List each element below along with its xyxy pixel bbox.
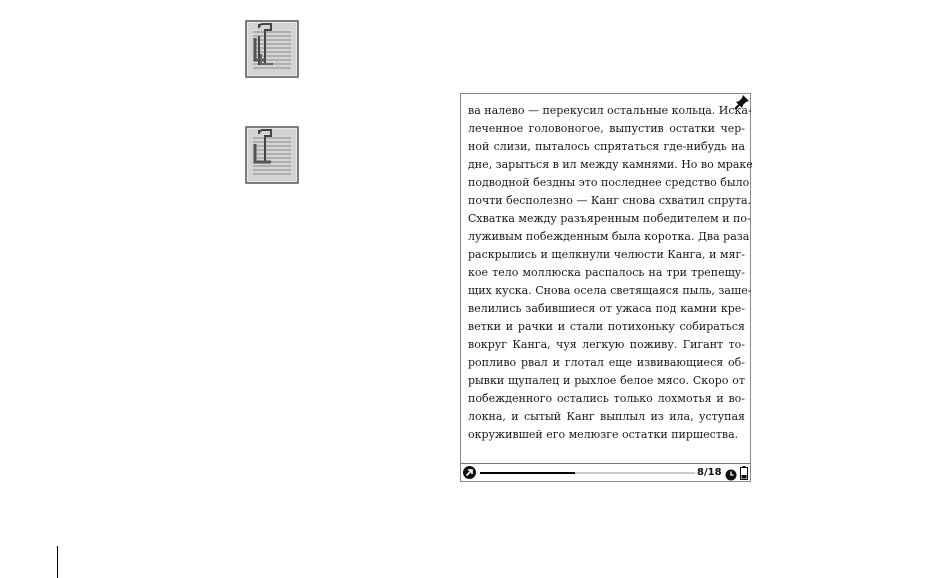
page-number: 8/18 bbox=[697, 467, 722, 478]
text-line: ва налево — перекусил остальные кольца. Иска- bbox=[468, 104, 752, 117]
divider-line bbox=[57, 546, 58, 578]
text-line: Схватка между разъяренным победителем и по- bbox=[468, 212, 751, 225]
text-line: раскрылись и щелкнули челюсти Канга, и мяг- bbox=[468, 248, 745, 261]
reader-window[interactable] bbox=[460, 93, 751, 482]
back-arrow-icon[interactable] bbox=[462, 465, 477, 480]
text-line: побежденного остались только лохмотья и во- bbox=[468, 392, 745, 405]
text-line: окружившей его мелюзге остатки пиршества. bbox=[468, 428, 739, 441]
text-line: щих куска. Снова осела светящаяся пыль, заше- bbox=[468, 284, 752, 297]
text-line: рывки щупалец и рыхлое белое мясо. Скоро от bbox=[468, 374, 745, 387]
text-line: ветки и рачки и стали потихоньку собираться bbox=[468, 320, 745, 333]
reading-progress-bar[interactable] bbox=[480, 472, 695, 474]
text-line: ной слизи, пыталось спрятаться где-нибудь на bbox=[468, 140, 745, 153]
text-line: дне, зарыться в ил между камнями. Но во мраке bbox=[468, 158, 753, 171]
document-icon[interactable] bbox=[245, 126, 299, 184]
battery-icon bbox=[740, 465, 748, 479]
text-line: велились забившиеся от ужаса под камни кре- bbox=[468, 302, 745, 315]
text-line: кое тело моллюска распалось на три трепещу- bbox=[468, 266, 745, 279]
text-line: почти бесполезно — Канг снова схватил спрута. bbox=[468, 194, 752, 207]
document-text bbox=[468, 102, 753, 444]
document-icon[interactable] bbox=[245, 20, 299, 78]
clock-icon bbox=[725, 466, 737, 478]
text-line: подводной бездны это последнее средство было bbox=[468, 176, 750, 189]
reading-progress-fill bbox=[480, 472, 575, 474]
status-bar bbox=[461, 463, 750, 481]
text-line: ропливо рвал и глотал еще извивающиеся об- bbox=[468, 356, 745, 369]
text-line: локна, и сытый Канг выплыл из ила, уступая bbox=[468, 410, 745, 423]
text-line: леченное головоногое, выпустив остатки чер- bbox=[468, 122, 745, 135]
text-line: вокруг Канга, чуя легкую поживу. Гигант то- bbox=[468, 338, 745, 351]
text-line: луживым побежденным была коротка. Два раза bbox=[468, 230, 750, 243]
